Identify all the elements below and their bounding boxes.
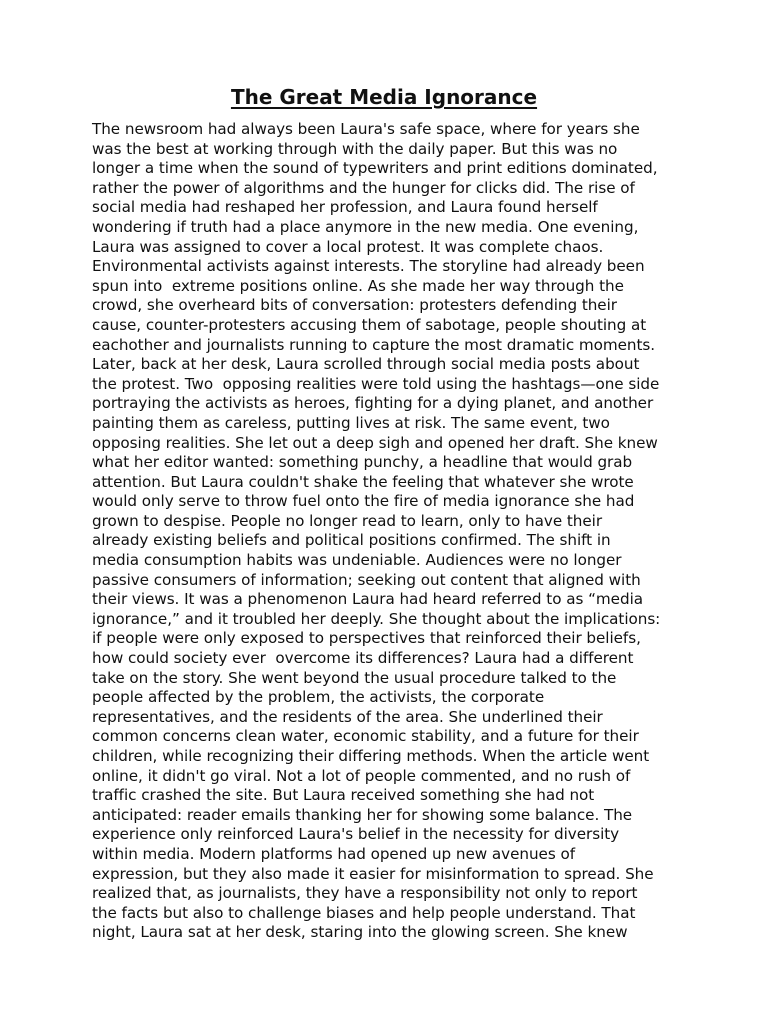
body-line: how could society ever overcome its differences? Laura had a different xyxy=(92,649,634,668)
body-line: Later, back at her desk, Laura scrolled through social media posts about xyxy=(92,355,640,374)
body-line: expression, but they also made it easier for misinformation to spread. She xyxy=(92,864,654,883)
body-line: would only serve to throw fuel onto the fire of media ignorance she had xyxy=(92,492,635,511)
body-line: longer a time when the sound of typewriters and print editions dominated, xyxy=(92,159,658,178)
body-line: take on the story. She went beyond the usual procedure talked to the xyxy=(92,668,617,687)
body-line: attention. But Laura couldn't shake the feeling that whatever she wrote xyxy=(92,472,634,491)
body-line: experience only reinforced Laura's belief in the necessity for diversity xyxy=(92,825,620,844)
body-line: social media had reshaped her profession, and Laura found herself xyxy=(92,198,598,217)
body-line: if people were only exposed to perspectives that reinforced their beliefs, xyxy=(92,629,641,648)
body-line: representatives, and the residents of the area. She underlined their xyxy=(92,707,603,726)
body-line: Environmental activists against interests. The storyline had already been xyxy=(92,257,645,276)
body-line: anticipated: reader emails thanking her for showing some balance. The xyxy=(92,805,633,824)
body-line: within media. Modern platforms had opened up new avenues of xyxy=(92,844,576,863)
document-body xyxy=(92,120,692,943)
body-line: Laura was assigned to cover a local protest. It was complete chaos. xyxy=(92,237,604,256)
body-line: passive consumers of information; seeking out content that aligned with xyxy=(92,570,641,589)
body-line: spun into extreme positions online. As she made her way through the xyxy=(92,276,624,295)
body-line: common concerns clean water, economic stability, and a future for their xyxy=(92,727,639,746)
body-line: people affected by the problem, the activists, the corporate xyxy=(92,688,545,707)
body-line: opposing realities. She let out a deep sigh and opened her draft. She knew xyxy=(92,433,658,452)
body-line: their views. It was a phenomenon Laura had heard referred to as “media xyxy=(92,590,643,609)
body-line: rather the power of algorithms and the hunger for clicks did. The rise of xyxy=(92,178,635,197)
body-line: ignorance,” and it troubled her deeply. She thought about the implications: xyxy=(92,609,661,628)
body-line: children, while recognizing their differing methods. When the article went xyxy=(92,747,650,765)
body-line: was the best at working through with the daily paper. But this was no xyxy=(92,139,618,158)
body-line: The newsroom had always been Laura's safe space, where for years she xyxy=(92,120,640,138)
body-line: crowd, she overheard bits of conversation: protesters defending their xyxy=(92,296,617,315)
body-line: portraying the activists as heroes, fighting for a dying planet, and another xyxy=(92,394,654,413)
body-line: the facts but also to challenge biases and help people understand. That xyxy=(92,903,636,922)
body-line: the protest. Two opposing realities were told using the hashtags—one side xyxy=(92,374,660,393)
body-line: what her editor wanted: something punchy, a headline that would grab xyxy=(92,453,633,472)
body-line: realized that, as journalists, they have a responsibility not only to report xyxy=(92,884,638,903)
body-line: traffic crashed the site. But Laura received something she had not xyxy=(92,786,595,805)
body-line: online, it didn't go viral. Not a lot of people commented, and no rush of xyxy=(92,766,631,785)
body-line: media consumption habits was undeniable. Audiences were no longer xyxy=(92,551,622,570)
body-line: eachother and journalists running to capture the most dramatic moments. xyxy=(92,335,656,354)
body-line: wondering if truth had a place anymore in the new media. One evening, xyxy=(92,217,639,236)
body-line: grown to despise. People no longer read to learn, only to have their xyxy=(92,511,603,530)
body-line: painting them as careless, putting lives at risk. The same event, two xyxy=(92,413,610,432)
body-line: night, Laura sat at her desk, staring into the glowing screen. She knew xyxy=(92,923,628,942)
document-title: The Great Media Ignorance xyxy=(230,85,538,109)
body-line: cause, counter-protesters accusing them of sabotage, people shouting at xyxy=(92,315,647,334)
body-line: already existing beliefs and political positions confirmed. The shift in xyxy=(92,531,611,550)
